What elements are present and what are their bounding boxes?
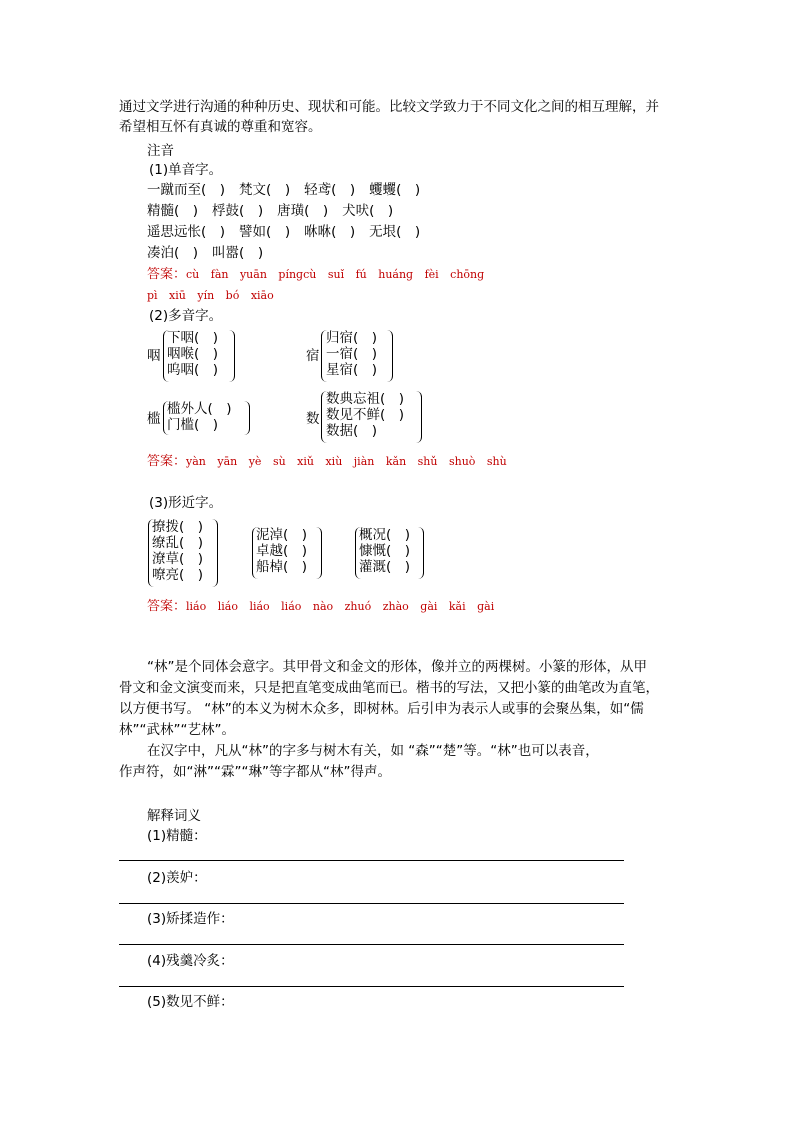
answer-line	[119, 860, 624, 861]
answer-text: cù fàn yuān pínɡcù suǐ fú huánɡ fèi chōnɡ	[186, 268, 485, 281]
single-item: 犬吠( )	[342, 203, 394, 219]
single-item: 蠼蠼( )	[369, 182, 421, 198]
single-item: 轻鸢( )	[304, 182, 356, 198]
answer-line	[119, 903, 624, 904]
right-bracket	[316, 527, 322, 579]
multi-item: 门槛( )	[167, 417, 219, 433]
lin-para1-line3: 以方便书写。 “林”的本义为树木众多，即树林。后引申为表示人或事的会聚丛集，如“儒	[119, 701, 644, 717]
single-item: 一蹴而至( )	[147, 182, 226, 198]
single-item: 梵文( )	[239, 182, 291, 198]
answer-label: 答案：	[147, 454, 187, 469]
similar-item: 撩拨( )	[152, 519, 204, 535]
single-item: 无垠( )	[369, 224, 421, 240]
multi-head-char: 数	[306, 411, 320, 427]
right-bracket	[229, 330, 235, 382]
right-bracket	[418, 527, 424, 579]
single-answer-line-2: pì xiū yín bó xiāo	[147, 289, 274, 302]
single-item: 凑泊( )	[147, 245, 199, 261]
right-bracket	[416, 391, 422, 443]
similar-item: 嘹亮( )	[152, 567, 204, 583]
single-item: 遥思远怅( )	[147, 224, 226, 240]
explain-item-3: (3)矫揉造作：	[147, 911, 234, 927]
lin-para1-line4: 林”“武林”“艺林”。	[119, 722, 235, 738]
single-item: 叫嚣( )	[212, 245, 264, 261]
single-item: 桴鼓( )	[212, 203, 264, 219]
answer-text: yàn yān yè sù xiǔ xiù jiàn kǎn shǔ shuò shù	[186, 455, 507, 468]
multi-item: 咽喉( )	[167, 346, 219, 362]
answer-text: liáo liáo liáo liáo nào zhuó zhào ɡài kǎi ɡài	[186, 600, 495, 613]
explain-item-2: (2)羡妒：	[147, 870, 207, 886]
similar-item: 缭乱( )	[152, 535, 204, 551]
answer-line	[119, 944, 624, 945]
single-row-2	[147, 201, 407, 221]
multi-heading: (2)多音字。	[149, 308, 223, 324]
multi-item: 一宿( )	[326, 346, 378, 362]
section-title-zhuyin: 注音	[147, 143, 174, 159]
multi-head-char: 宿	[306, 348, 320, 364]
similar-item: 潦草( )	[152, 551, 204, 567]
similar-heading: (3)形近字。	[149, 495, 223, 511]
single-row-1	[147, 180, 434, 200]
multi-item: 槛外人( )	[167, 401, 232, 417]
intro-line-2: 希望相互怀有真诚的尊重和宽容。	[119, 119, 322, 135]
similar-item: 卓越( )	[256, 543, 308, 559]
single-heading: (1)单音字。	[149, 162, 223, 178]
single-item: 譬如( )	[239, 224, 291, 240]
multi-item: 数见不鲜( )	[326, 407, 405, 423]
intro-line-1: 通过文学进行沟通的种种历史、现状和可能。比较文学致力于不同文化之间的相互理解，并	[119, 99, 659, 115]
similar-item: 慷慨( )	[359, 543, 411, 559]
similar-item: 泥淖( )	[256, 527, 308, 543]
similar-item: 概况( )	[359, 527, 411, 543]
right-bracket	[387, 330, 393, 382]
right-bracket	[244, 401, 250, 435]
single-item: 唐璜( )	[277, 203, 329, 219]
right-bracket	[212, 519, 218, 587]
multi-item: 数典忘祖( )	[326, 391, 405, 407]
multi-item: 数据( )	[326, 423, 378, 439]
single-answer-line-1	[147, 265, 484, 285]
explain-item-5: (5)数见不鲜：	[147, 994, 234, 1010]
single-row-4	[147, 243, 277, 263]
multi-head-char: 咽	[147, 348, 161, 364]
similar-item: 船棹( )	[256, 559, 308, 575]
multi-head-char: 槛	[147, 411, 161, 427]
section-title-explain: 解释词义	[147, 808, 201, 824]
similar-item: 灌溉( )	[359, 559, 411, 575]
multi-answer	[147, 452, 507, 472]
single-item: 精髓( )	[147, 203, 199, 219]
multi-item: 下咽( )	[167, 330, 219, 346]
multi-item: 星宿( )	[326, 362, 378, 378]
answer-label: 答案：	[147, 267, 187, 282]
multi-item: 归宿( )	[326, 330, 378, 346]
multi-item: 呜咽( )	[167, 362, 219, 378]
explain-item-4: (4)残羹冷炙：	[147, 953, 234, 969]
lin-para1-line1: “林”是个同体会意字。其甲骨文和金文的形体，像并立的两棵树。小篆的形体，从甲	[147, 659, 647, 675]
answer-line	[119, 986, 624, 987]
single-row-3	[147, 222, 434, 242]
answer-label: 答案：	[147, 599, 187, 614]
similar-answer	[147, 597, 494, 617]
lin-para1-line2: 骨文和金文演变而来，只是把直笔变成曲笔而已。楷书的写法，又把小篆的曲笔改为直笔，	[119, 680, 659, 696]
lin-para2-line2: 作声符，如“淋”“霖”“琳”等字都从“林”得声。	[119, 764, 391, 780]
explain-item-1: (1)精髓：	[147, 828, 207, 844]
lin-para2-line1: 在汉字中，凡从“林”的字多与树木有关，如 “森”“楚”等。“林”也可以表音，	[147, 743, 599, 759]
single-item: 咻咻( )	[304, 224, 356, 240]
